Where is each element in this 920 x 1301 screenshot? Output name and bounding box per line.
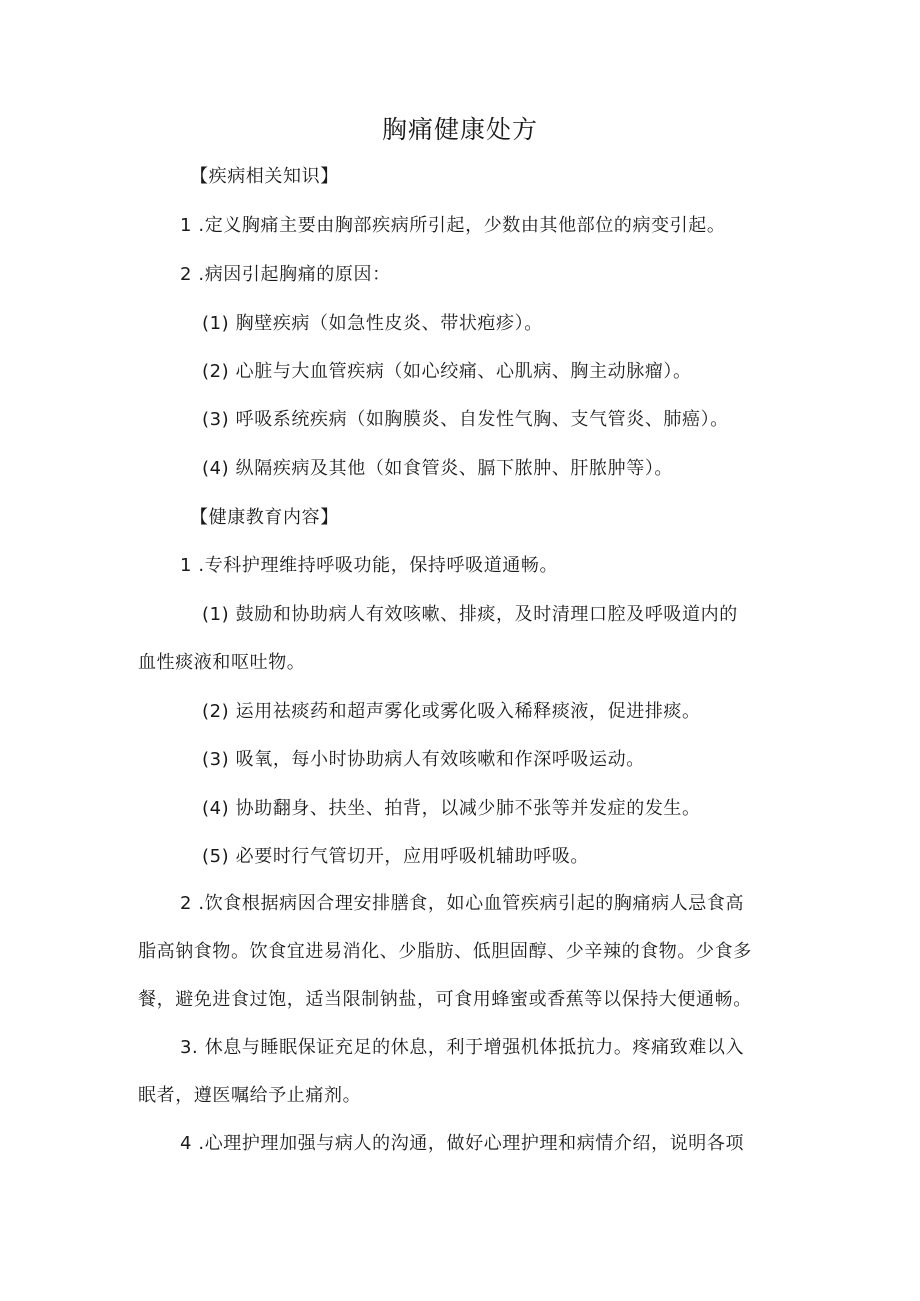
list-item-oxygen: (3) 吸氧，每小时协助病人有效咳嗽和作深呼吸运动。 [202, 749, 645, 770]
list-item-turning: (4) 协助翻身、扶坐、拍背，以减少肺不张等并发症的发生。 [202, 798, 701, 819]
paragraph-psychology-line1: 4 .心理护理加强与病人的沟通，做好心理护理和病情介绍，说明各项 [180, 1133, 745, 1154]
paragraph-causes: 2 .病因引起胸痛的原因： [180, 264, 391, 285]
paragraph-diet-line2: 脂高钠食物。饮食宜进易消化、少脂肪、低胆固醇、少辛辣的食物。少食多 [138, 941, 752, 962]
document-title: 胸痛健康处方 [381, 115, 538, 144]
paragraph-rest-line1: 3. 休息与睡眠保证充足的休息，利于增强机体抵抗力。疼痛致难以入 [180, 1037, 745, 1058]
list-item-expectorant: (2) 运用祛痰药和超声雾化或雾化吸入稀释痰液，促进排痰。 [202, 701, 701, 722]
list-item-tracheotomy: (5) 必要时行气管切开，应用呼吸机辅助呼吸。 [202, 846, 590, 867]
list-item-mediastinal: (4) 纵隔疾病及其他（如食管炎、膈下脓肿、肝脓肿等）。 [202, 458, 674, 479]
paragraph-rest-line2: 眠者，遵医嘱给予止痛剂。 [138, 1085, 362, 1106]
list-item-cardiovascular: (2) 心脏与大血管疾病（如心绞痛、心肌病、胸主动脉瘤）。 [202, 361, 692, 382]
paragraph-diet-line1: 2 .饮食根据病因合理安排膳食，如心血管疾病引起的胸痛病人忌食高 [180, 893, 745, 914]
paragraph-diet-line3: 餐，避免进食过饱，适当限制钠盐，可食用蜂蜜或香蕉等以保持大便通畅。 [138, 989, 752, 1010]
list-item-cough-line1: (1) 鼓励和协助病人有效咳嗽、排痰，及时清理口腔及呼吸道内的 [202, 604, 738, 625]
list-item-cough-line2: 血性痰液和呕吐物。 [138, 652, 306, 673]
section-heading-disease-knowledge: 【疾病相关知识】 [190, 166, 339, 187]
list-item-chest-wall: (1) 胸壁疾病（如急性皮炎、带状疱疹）。 [202, 313, 543, 334]
paragraph-definition: 1 .定义胸痛主要由胸部疾病所引起，少数由其他部位的病变引起。 [180, 215, 726, 236]
paragraph-specialty-care: 1 .专科护理维持呼吸功能，保持呼吸道通畅。 [180, 555, 559, 576]
section-heading-health-education: 【健康教育内容】 [190, 507, 339, 528]
list-item-respiratory: (3) 呼吸系统疾病（如胸膜炎、自发性气胸、支气管炎、肺癌）。 [202, 409, 729, 430]
